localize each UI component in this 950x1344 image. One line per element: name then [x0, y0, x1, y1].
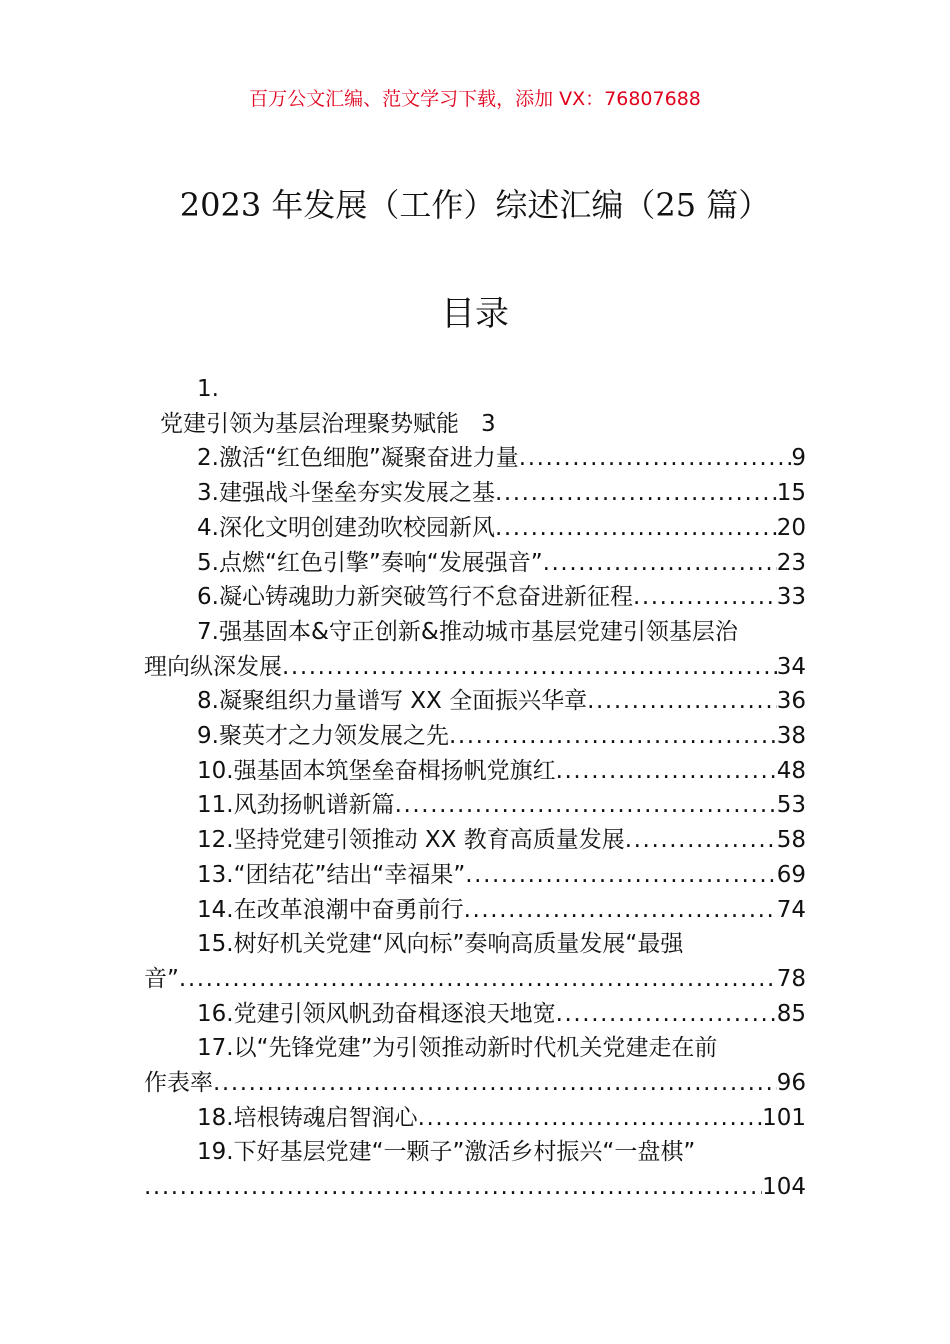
toc-entry-page: 20 [776, 514, 806, 541]
toc-entry-title: 7.强基固本&守正创新&推动城市基层党建引领基层治 [197, 618, 738, 645]
toc-entry-title: 2.激活“红色细胞”凝聚奋进力量 [197, 445, 519, 472]
toc-entry-page: 38 [776, 723, 806, 750]
toc-entry-page: 104 [762, 1174, 806, 1201]
toc-leader-dots [418, 1101, 763, 1136]
toc-entry-title: 10.强基固本筑堡垒奋楫扬帆党旗红 [197, 757, 556, 784]
toc-leader-dots [625, 823, 777, 858]
toc-entry-title: 16.党建引领风帆劲奋楫逐浪天地宽 [197, 1000, 556, 1027]
toc-entry-11[interactable] [144, 788, 806, 823]
toc-entry-title: 5.点燃“红色引擎”奏响“发展强音” [197, 549, 543, 576]
toc-entry-6[interactable] [144, 580, 806, 615]
toc-entry-number: 1. [197, 376, 219, 402]
toc-entry-1[interactable] [144, 372, 806, 441]
toc-entry-page: 9 [791, 445, 806, 472]
toc-entry-9[interactable] [144, 719, 806, 754]
toc-leader-dots [587, 684, 777, 719]
toc-leader-dots [519, 441, 792, 476]
toc-entry-page: 58 [776, 827, 806, 854]
toc-entry-page: 15 [776, 480, 806, 507]
toc-entry-15[interactable] [144, 927, 806, 996]
toc-leader-dots [144, 1170, 762, 1205]
toc-entry-title: 4.深化文明创建劲吹校园新风 [197, 514, 495, 541]
toc-entry-page: 74 [776, 896, 806, 923]
toc-entry-page: 78 [776, 965, 806, 992]
toc-entry-page: 34 [776, 653, 806, 680]
toc-entry-page: 96 [776, 1070, 806, 1097]
toc-entry-page: 36 [776, 688, 806, 715]
toc-entry-13[interactable] [144, 858, 806, 893]
toc-heading: 目录 [441, 294, 509, 334]
toc-entry-page: 69 [776, 861, 806, 888]
toc-leader-dots [282, 650, 777, 685]
toc-entry-title: 党建引领为基层治理聚势赋能 [160, 410, 459, 437]
toc-entry-12[interactable] [144, 823, 806, 858]
toc-leader-dots [556, 997, 777, 1032]
toc-entry-title-continued: 作表率 [144, 1070, 213, 1097]
toc-entry-16[interactable] [144, 997, 806, 1032]
toc-leader-dots [495, 511, 777, 546]
toc-entry-14[interactable] [144, 893, 806, 928]
toc-leader-dots [465, 858, 776, 893]
toc-entry-title: 12.坚持党建引领推动 XX 教育高质量发展 [197, 827, 625, 854]
toc-entry-5[interactable] [144, 546, 806, 581]
toc-entry-8[interactable] [144, 684, 806, 719]
toc-entry-7[interactable] [144, 615, 806, 684]
toc-entry-page: 85 [776, 1000, 806, 1027]
toc-entry-title: 17.以“先锋党建”为引领推动新时代机关党建走在前 [197, 1035, 718, 1062]
toc-entry-title: 9.聚英才之力领发展之先 [197, 723, 449, 750]
toc-entry-17[interactable] [144, 1031, 806, 1100]
document-title: 2023 年发展（工作）综述汇编（25 篇） [179, 186, 771, 224]
toc-entry-title: 14.在改革浪潮中奋勇前行 [197, 896, 464, 923]
toc-leader-dots [395, 788, 777, 823]
toc-entry-title: 13.“团结花”结出“幸福果” [197, 861, 466, 888]
toc-entry-page: 33 [776, 584, 806, 611]
toc-entry-title: 11.风劲扬帆谱新篇 [197, 792, 395, 819]
toc-entry-title-continued: 音” [144, 965, 179, 992]
toc-entry-title: 15.树好机关党建“风向标”奏响高质量发展“最强 [197, 931, 684, 958]
toc-entry-2[interactable] [144, 441, 806, 476]
toc-leader-dots [449, 719, 777, 754]
toc-entry-3[interactable] [144, 476, 806, 511]
toc-entry-page: 23 [776, 549, 806, 576]
toc-entry-title: 3.建强战斗堡垒夯实发展之基 [197, 480, 495, 507]
toc-leader-dots [633, 580, 777, 615]
toc-leader-dots [495, 476, 777, 511]
toc-leader-dots [543, 546, 777, 581]
toc-entry-18[interactable] [144, 1101, 806, 1136]
toc-entry-page: 53 [776, 792, 806, 819]
toc-entry-4[interactable] [144, 511, 806, 546]
toc-leader-dots [213, 1066, 777, 1101]
toc-leader-dots [464, 893, 777, 928]
toc-entry-10[interactable] [144, 754, 806, 789]
toc-entry-title: 18.培根铸魂启智润心 [197, 1104, 418, 1131]
table-of-contents [144, 372, 806, 1205]
toc-entry-title: 19.下好基层党建“一颗子”激活乡村振兴“一盘棋” [197, 1139, 696, 1166]
toc-entry-title: 6.凝心铸魂助力新突破笃行不怠奋进新征程 [197, 584, 633, 611]
header-note: 百万公文汇编、范文学习下载，添加 VX：76807688 [249, 88, 701, 110]
toc-leader-dots [556, 754, 777, 789]
toc-entry-title: 8.凝聚组织力量谱写 XX 全面振兴华章 [197, 688, 588, 715]
toc-entry-page: 48 [776, 757, 806, 784]
toc-leader-dots [179, 962, 777, 997]
toc-entry-page: 101 [762, 1104, 806, 1131]
toc-entry-19[interactable] [144, 1135, 806, 1204]
toc-entry-title-continued: 理向纵深发展 [144, 653, 282, 680]
toc-entry-page: 3 [481, 410, 496, 437]
